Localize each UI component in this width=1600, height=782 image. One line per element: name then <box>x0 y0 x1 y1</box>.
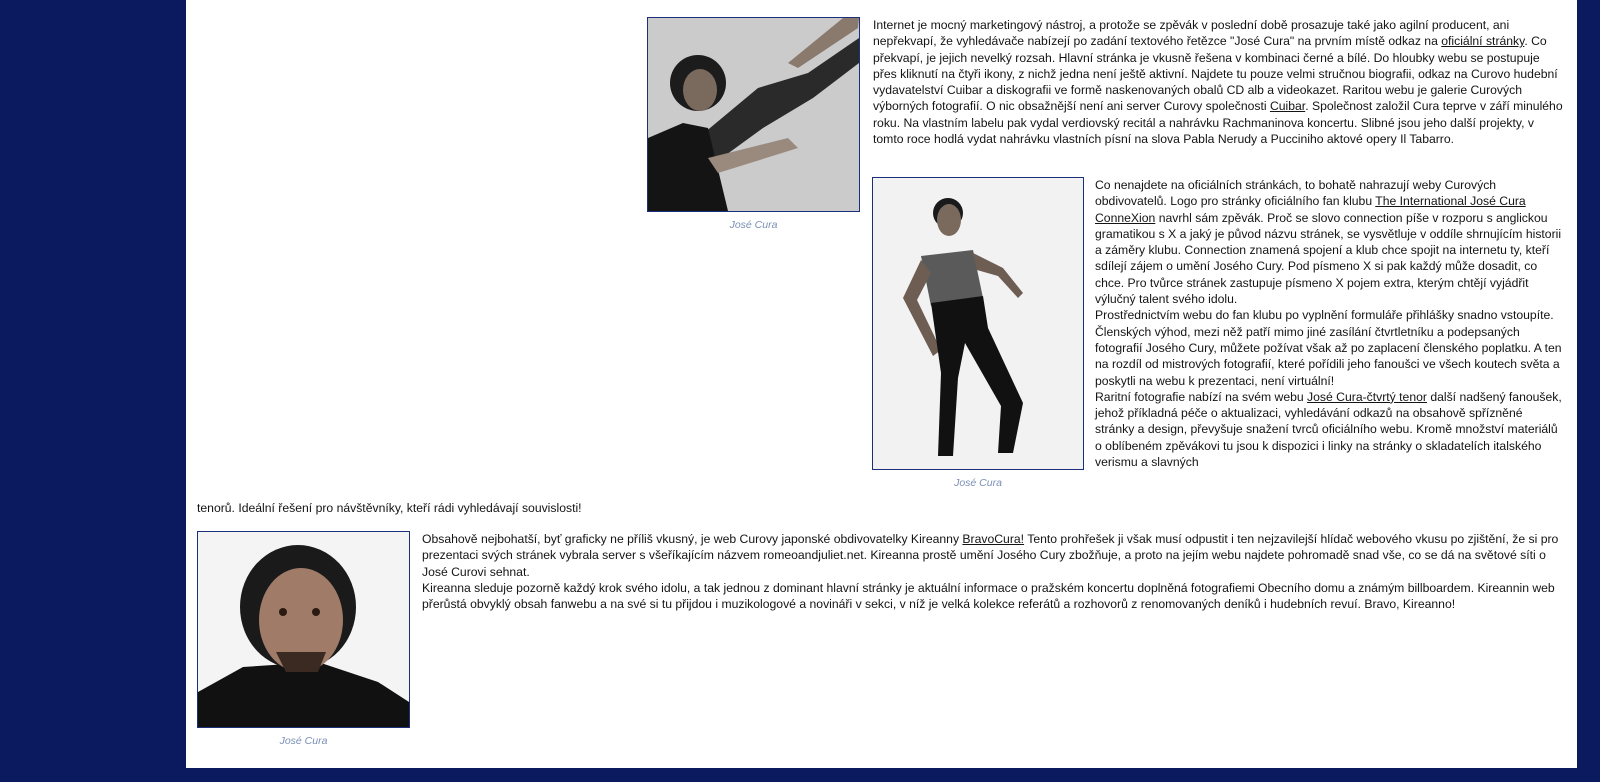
link-cuibar[interactable]: Cuibar <box>1269 99 1306 114</box>
link-official-site[interactable]: oficiální stránky <box>1441 34 1525 49</box>
link-fan-club[interactable]: The International José Cura ConneXion <box>1095 194 1526 225</box>
paragraph-fan-sites-continuation <box>197 500 1563 516</box>
figure-full-body <box>872 177 1084 489</box>
link-bravocura[interactable]: BravoCura! <box>962 532 1025 546</box>
paragraph-fan-sites <box>1095 177 1563 470</box>
link-fourth-tenor[interactable]: José Cura-čtvrtý tenor <box>1307 389 1427 404</box>
text-span: Prostřednictvím webu do fan klubu po vyplnění formuláře přihlášky snadno vstoupíte. Členských výhod, mezi něž patří mimo jiné zasílání čtvrtletníku a podepsaných fotografií Josého Cury, můžete požívat však až po zaplacení členského poplatku. A ten na rozdíl od mistrových fotografií, které pořídili jeho fanoušci ve všech koutech světa a poskytli na webu k prezentaci, není virtuální! <box>1095 308 1562 388</box>
text-span: . Společnost založil Cura teprve v září minulého roku. Na vlastním labelu pak vydal verdiovský recitál a nahrávku Rachmaninova koncertu. Slibné jsou jeho další projekty, v tomto roce hodlá vydat nahrávku vlastních písní na slova Pabla Nerudy a Pucciniho aktové opery Il Tabarro. <box>873 99 1563 147</box>
photo-caption: José Cura <box>954 477 1002 489</box>
figure-conductor <box>647 17 860 231</box>
photo-caption: José Cura <box>729 219 778 231</box>
paragraph-bravocura <box>422 531 1563 612</box>
text-span: Obsahově nejbohatší, byť graficky ne příliš vkusný, je web Curovy japonské obdivovatelky Kireanny <box>422 532 963 546</box>
full-figure-photo <box>872 177 1084 470</box>
paragraph-official-site <box>873 17 1563 147</box>
conductor-photo <box>647 17 860 212</box>
text-span: Raritní fotografie nabízí na svém webu <box>1095 389 1308 404</box>
portrait-photo <box>197 531 410 728</box>
text-span: tenorů. Ideální řešení pro návštěvníky, kteří rádi vyhledávají souvislosti! <box>197 501 582 515</box>
text-span: Kireanna sleduje pozorně každý krok svého idolu, a tak jednou z dominant hlavní stránky je aktuální informace o pražském koncertu doplněná fotografiemi Obecního domu a známým billboardem. Kireannin web přerůstá obvyklý obsah fanwebu a na své si tu přijdou i muzikologové a novináři v sekci, v níž je velká kolekce referátů a rozhovorů z renomovaných deníků i hudebních revuí. Bravo, Kireanno! <box>422 580 1555 612</box>
article-page <box>186 0 1577 768</box>
text-span: další nadšený fanoušek, jehož příkladná péče o aktualizaci, vyhledávání odkazů na obsahově spřízněné stránky a design, převyšuje snažení tvrců oficiálního webu. Kromě množství materiálů o oblíbeném zpěvákovi tu jsou k dispozici i linky na stránky o skladatelích italského verismu a slavných <box>1095 389 1562 470</box>
photo-caption: José Cura <box>279 735 328 747</box>
text-span: . Co překvapí, je jejich nevelký rozsah. Hlavní stránka je vkusně řešena v kombinaci černé a bílé. Do hloubky webu se postupuje přes kliknutí na čtyři ikony, z nichž jedna není ještě aktivní. Najdete tu pouze velmi stručnou biografii, odkaz na Curovo hudební vydavatelství Cuibar a diskografii ve formě naskenovaných obalů CD alb a videokazet. Raritou webu je galerie Curových výborných fotografií. O nic obsažnější není ani server Curovy společnosti <box>873 34 1558 114</box>
text-span: Internet je mocný marketingový nástroj, a protože se zpěvák v poslední době prosazuje také jako agilní producent, ani nepřekvapí, že vyhledávače nabízejí po zadání textového řetězce "José Cura" na prvním místě odkaz na <box>873 18 1510 49</box>
figure-portrait <box>197 531 410 747</box>
text-span: Co nenajdete na oficiálních stránkách, to bohatě nahrazují weby Curových obdivovatelů. Logo pro stránky oficiálního fan klubu <box>1095 178 1497 209</box>
text-span: navrhl sám zpěvák. Proč se slovo connection píše v rozporu s anglickou gramatikou s X a jaký je původ názvu stránek, se vysvětluje v oddíle shrnujícím historii a záměry klubu. Connection znamená spojení a klub chce spojit na internetu ty, kteří sdílejí zájem o umění Josého Cury. Pod písmeno X si pak každý může dosadit, co chce. Pro tvůrce stránek zastupuje písmeno X pojem extra, kterým chtějí vyjádřit výlučný talent svého idolu. <box>1095 210 1562 307</box>
text-span: Tento prohřešek ji však musí odpustit i ten nejzavilejší hlídač webového vkusu po zjištění, že si pro prezentaci svých stránek vybrala server s všeříkajícím názvem romeoandjuliet.net. Kireanna prostě umění Josého Cury zbožňuje, a proto na jejím webu najdete pohromadě snad vše, co se dá na světové síti o José Curovi sehnat. <box>422 532 1559 579</box>
